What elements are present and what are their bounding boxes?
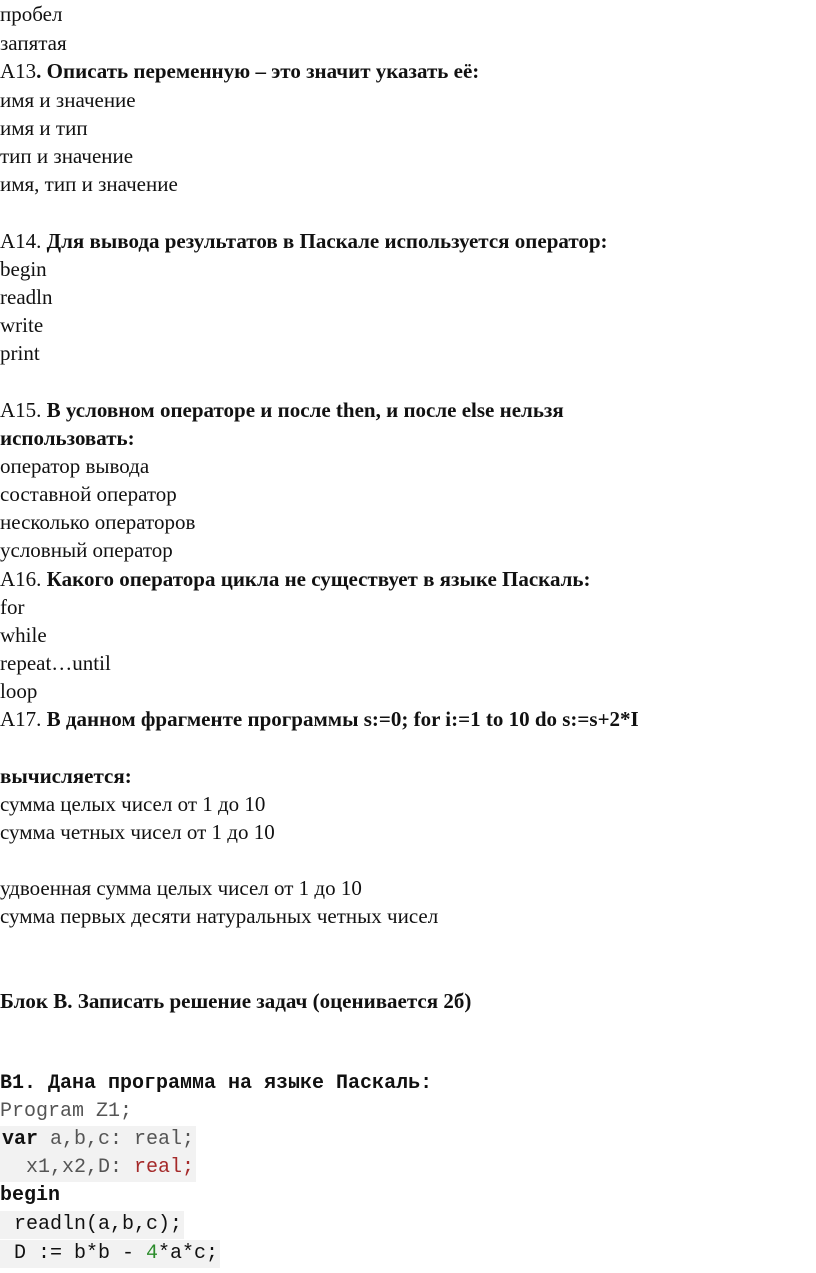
q14-text: Для вывода результатов в Паскале используется оператор: xyxy=(46,229,608,253)
q14-question xyxy=(0,227,608,255)
q13-question xyxy=(0,57,479,85)
q13-option-3: тип и значение xyxy=(0,144,134,168)
q15-question xyxy=(0,396,564,424)
q16-option-4: loop xyxy=(0,679,38,703)
code-line-program xyxy=(0,1098,132,1126)
q15-text-line1: В условном операторе и после then, и после else нельзя xyxy=(46,398,564,422)
code-var-keyword: var xyxy=(2,1128,39,1151)
q15-text-line2: использовать: xyxy=(0,426,135,450)
q17-text-line1: В данном фрагменте программы s:=0; for i:=1 to 10 do s:=s+2*I xyxy=(46,707,639,731)
q17-option-3: удвоенная сумма целых чисел от 1 до 10 xyxy=(0,876,362,900)
q13-number: А13 xyxy=(0,59,37,83)
q13-option-1: имя и значение xyxy=(0,88,136,112)
block-b-heading: Блок В. Записать решение задач (оценивается 2б) xyxy=(0,989,472,1013)
code-line-readln xyxy=(0,1211,184,1239)
q14-option-4: print xyxy=(0,341,40,365)
q13-option-2: имя и тип xyxy=(0,116,88,140)
code-line-var xyxy=(0,1126,196,1154)
code-vars2-type: real; xyxy=(134,1156,195,1179)
q16-text: Какого оператора цикла не существует в языке Паскаль: xyxy=(46,567,591,591)
q17-option-2: сумма четных чисел от 1 до 10 xyxy=(0,820,275,844)
q16-question xyxy=(0,565,591,593)
top-option-1: пробел xyxy=(0,2,63,26)
q15-option-3: несколько операторов xyxy=(0,510,196,534)
code-line-begin: begin xyxy=(0,1184,61,1207)
code-d-end: *a*c; xyxy=(158,1242,219,1265)
q16-option-2: while xyxy=(0,623,47,647)
q14-option-2: readln xyxy=(0,285,53,309)
q17-number: А17. xyxy=(0,707,47,731)
q14-option-3: write xyxy=(0,313,44,337)
q15-number: А15. xyxy=(0,398,47,422)
code-readln: readln(a,b,c); xyxy=(2,1213,183,1236)
q17-text-line2: вычисляется: xyxy=(0,764,132,788)
code-vars2-names: x1,x2,D: xyxy=(2,1156,135,1179)
top-option-2: запятая xyxy=(0,31,67,55)
q15-option-4: условный оператор xyxy=(0,538,173,562)
q16-option-1: for xyxy=(0,595,25,619)
b1-heading: B1. Дана программа на языке Паскаль: xyxy=(0,1072,433,1095)
q13-option-4: имя, тип и значение xyxy=(0,172,178,196)
code-program: Program Z1; xyxy=(0,1100,133,1123)
code-var-decl: a,b,c: real; xyxy=(38,1128,195,1151)
q17-option-1: сумма целых чисел от 1 до 10 xyxy=(0,792,266,816)
q17-question xyxy=(0,705,639,733)
code-d-start: D := b*b - xyxy=(2,1242,147,1265)
q14-option-1: begin xyxy=(0,257,47,281)
code-d-number: 4 xyxy=(146,1242,159,1265)
q14-number: А14. xyxy=(0,229,47,253)
q16-option-3: repeat…until xyxy=(0,651,111,675)
code-line-discriminant xyxy=(0,1240,220,1268)
q15-option-2: составной оператор xyxy=(0,482,177,506)
q17-option-4: сумма первых десяти натуральных четных чисел xyxy=(0,904,439,928)
code-line-vars2 xyxy=(0,1154,196,1182)
q13-text: . Описать переменную – это значит указать её: xyxy=(36,59,480,83)
q15-option-1: оператор вывода xyxy=(0,454,150,478)
q16-number: А16. xyxy=(0,567,47,591)
